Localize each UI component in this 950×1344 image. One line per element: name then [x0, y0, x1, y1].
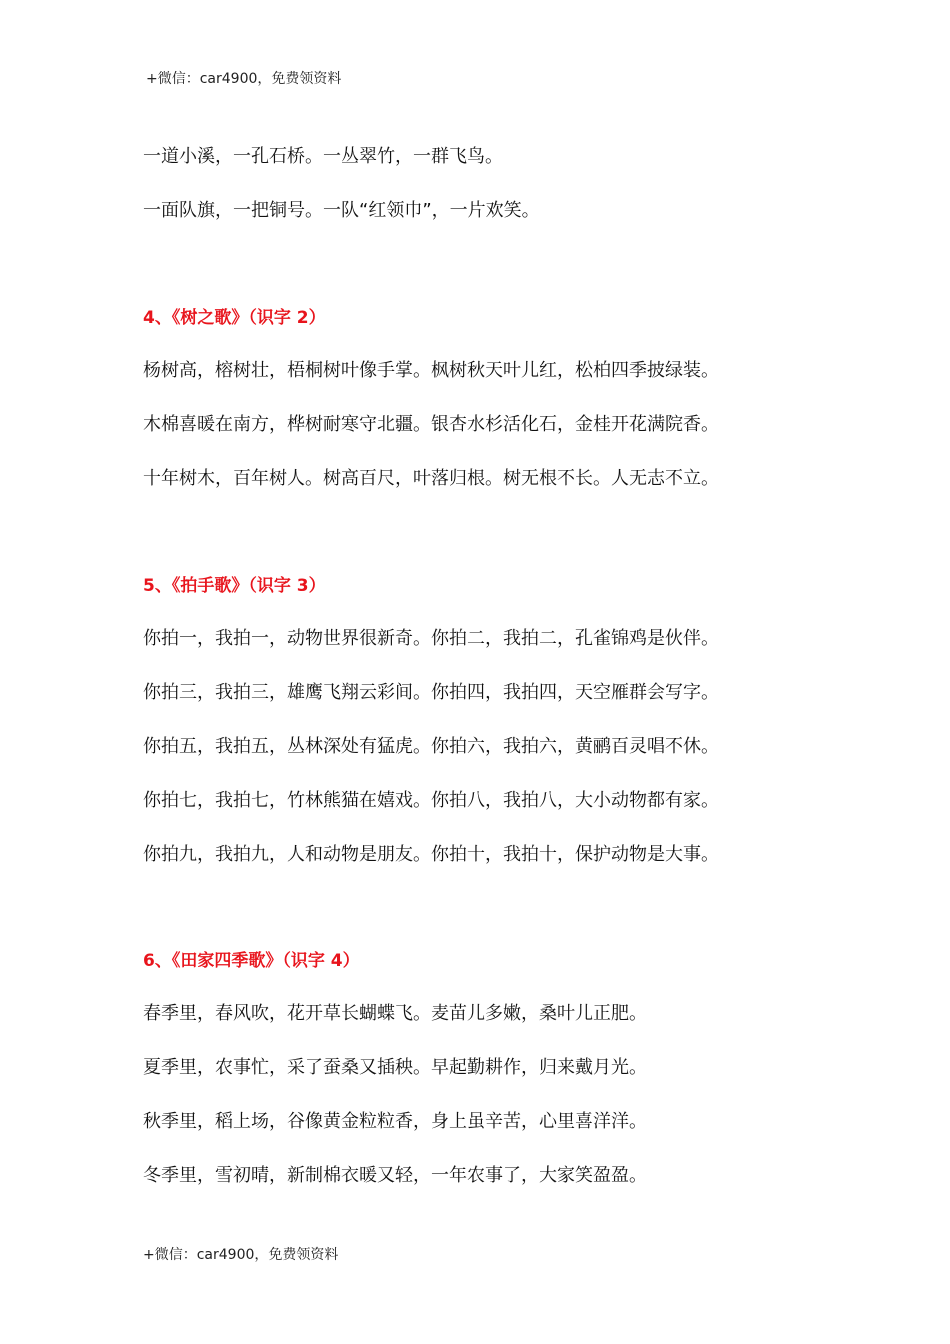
intro-line-1: 一道小溪，一孔石桥。一丛翠竹，一群飞鸟。	[143, 146, 503, 167]
section-title-pai-shou-ge: 5、《拍手歌》（识字 3）	[143, 576, 326, 596]
section-line: 你拍一，我拍一，动物世界很新奇。你拍二，我拍二，孔雀锦鸡是伙伴。	[143, 628, 719, 649]
section-line: 秋季里，稻上场，谷像黄金粒粒香，身上虽辛苦，心里喜洋洋。	[143, 1111, 647, 1132]
section-line: 十年树木，百年树人。树高百尺，叶落归根。树无根不长。人无志不立。	[143, 468, 719, 489]
section-line: 冬季里，雪初晴，新制棉衣暖又轻，一年农事了，大家笑盈盈。	[143, 1165, 647, 1186]
section-line: 夏季里，农事忙，采了蚕桑又插秧。早起勤耕作，归来戴月光。	[143, 1057, 647, 1078]
intro-line-2: 一面队旗，一把铜号。一队“红领巾”，一片欢笑。	[143, 200, 540, 221]
section-line: 你拍九，我拍九，人和动物是朋友。你拍十，我拍十，保护动物是大事。	[143, 844, 719, 865]
footer-note: +微信：car4900，免费领资料	[143, 1247, 339, 1263]
section-line: 你拍三，我拍三，雄鹰飞翔云彩间。你拍四，我拍四，天空雁群会写字。	[143, 682, 719, 703]
section-title-tian-jia-si-ji-ge: 6、《田家四季歌》（识字 4）	[143, 951, 360, 971]
section-line: 杨树高，榕树壮，梧桐树叶像手掌。枫树秋天叶儿红，松柏四季披绿装。	[143, 360, 719, 381]
section-line: 你拍七，我拍七，竹林熊猫在嬉戏。你拍八，我拍八，大小动物都有家。	[143, 790, 719, 811]
header-note: +微信：car4900，免费领资料	[146, 71, 342, 87]
section-line: 木棉喜暖在南方，桦树耐寒守北疆。银杏水杉活化石，金桂开花满院香。	[143, 414, 719, 435]
section-title-shu-zhi-ge: 4、《树之歌》（识字 2）	[143, 308, 326, 328]
section-line: 春季里，春风吹，花开草长蝴蝶飞。麦苗儿多嫩，桑叶儿正肥。	[143, 1003, 647, 1024]
section-line: 你拍五，我拍五，丛林深处有猛虎。你拍六，我拍六，黄鹂百灵唱不休。	[143, 736, 719, 757]
